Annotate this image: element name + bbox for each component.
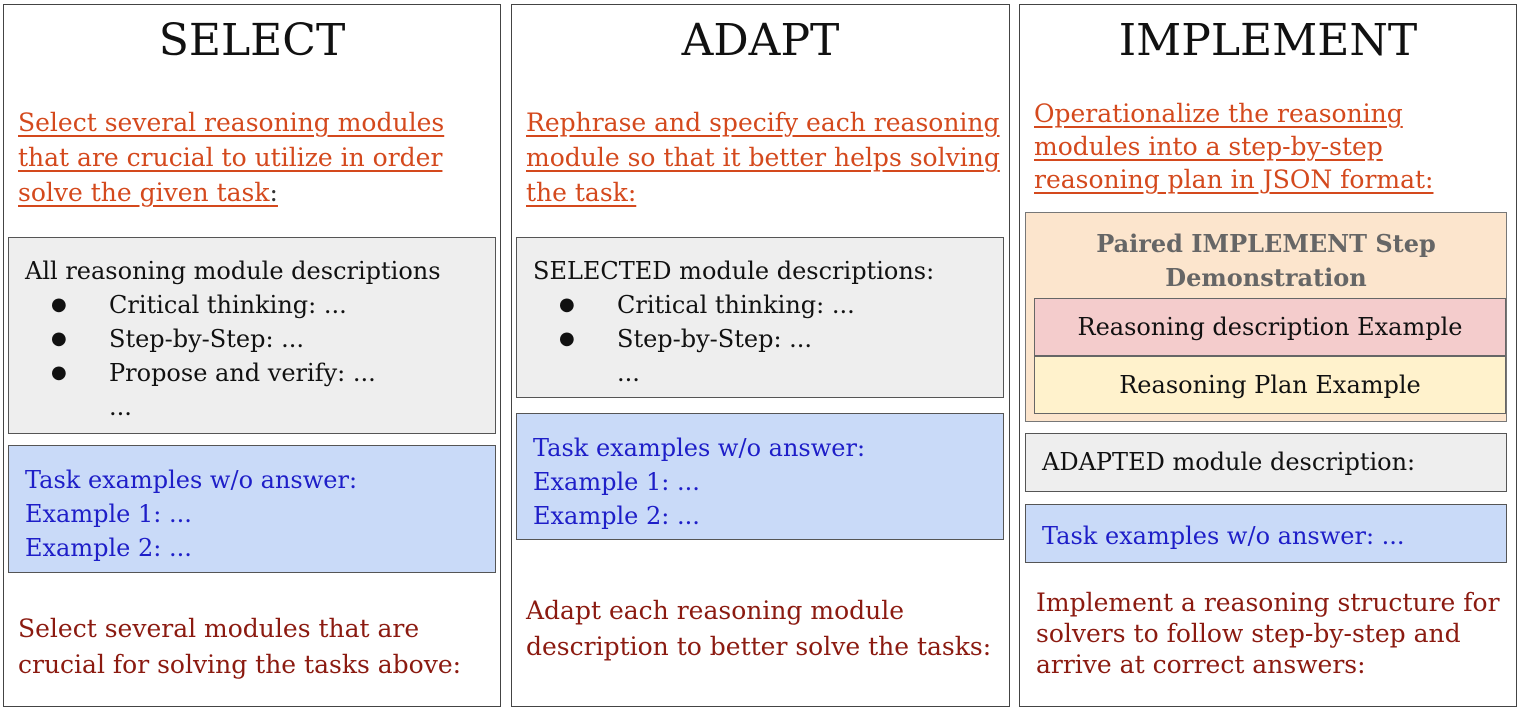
module-item: ● Critical thinking: ... [533, 288, 987, 322]
implement-task-label: Task examples w/o answer: ... [1042, 522, 1405, 550]
demonstration-box [1025, 212, 1507, 422]
implement-instruction: Operationalize the reasoning modules into a step-by-step reasoning plan in JSON format: [1034, 99, 1434, 194]
select-instruction [18, 105, 458, 210]
task-line: Example 2: ... [533, 502, 700, 530]
adapted-module-box [1025, 433, 1507, 492]
reasoning-description-example: Reasoning description Example [1034, 298, 1506, 356]
select-title: SELECT [158, 15, 346, 66]
task-line: Task examples w/o answer: [25, 466, 358, 494]
select-modules-box [8, 237, 496, 434]
select-panel [3, 4, 501, 707]
module-item: ● Step-by-Step: ... [25, 322, 479, 356]
module-item: ● Critical thinking: ... [25, 288, 479, 322]
adapt-modules-list [533, 288, 987, 356]
module-item: ● Step-by-Step: ... [533, 322, 987, 356]
implement-title: IMPLEMENT [1118, 15, 1418, 66]
task-line: Example 1: ... [25, 500, 192, 528]
implement-prompt: Implement a reasoning structure for solvers to follow step-by-step and arrive at correct answers: [1036, 588, 1500, 679]
adapt-title: ADAPT [681, 15, 840, 66]
select-task-box [8, 445, 496, 573]
select-modules-heading: All reasoning module descriptions [25, 257, 441, 285]
adapt-task-box [516, 413, 1004, 540]
adapt-prompt: Adapt each reasoning module description to better solve the tasks: [526, 596, 992, 661]
reasoning-plan-example: Reasoning Plan Example [1034, 356, 1506, 414]
adapt-modules-box [516, 237, 1004, 398]
adapted-module-label: ADAPTED module description: [1042, 448, 1416, 476]
adapt-panel [511, 4, 1010, 707]
select-instruction-text: Select several reasoning modules that are crucial to utilize in order solve the given task [18, 108, 445, 207]
adapt-instruction: Rephrase and specify each reasoning module so that it better helps solving the task: [526, 108, 1000, 207]
adapt-modules-ellipsis: ... [617, 359, 640, 387]
task-line: Example 1: ... [533, 468, 700, 496]
select-instruction-colon: : [269, 178, 278, 207]
implement-panel [1019, 4, 1517, 707]
select-modules-list [25, 288, 479, 390]
select-modules-ellipsis: ... [109, 393, 132, 421]
implement-task-box [1025, 504, 1507, 563]
module-item: ● Propose and verify: ... [25, 356, 479, 390]
task-line: Example 2: ... [25, 534, 192, 562]
demonstration-title: Paired IMPLEMENT Step Demonstration [1096, 229, 1436, 292]
adapt-modules-heading: SELECTED module descriptions: [533, 257, 935, 285]
select-prompt: Select several modules that are crucial for solving the tasks above: [18, 614, 462, 679]
task-line: Task examples w/o answer: [533, 434, 866, 462]
